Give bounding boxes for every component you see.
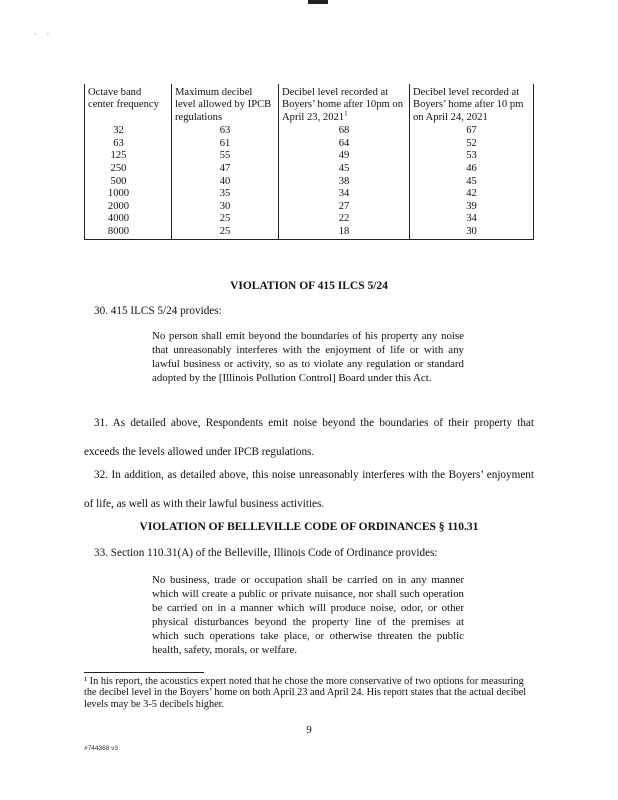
scan-mark xyxy=(308,0,328,4)
table-row xyxy=(85,188,534,201)
paragraph-32: 32. In addition, as detailed above, this noise unreasonably interferes with the Boyers’ enjoyment of life, as well as with their lawful business activities. xyxy=(84,469,534,510)
cell-april-23: 27 xyxy=(279,201,410,214)
paragraph-31: 31. As detailed above, Respondents emit noise beyond the boundaries of their property that exceeds the levels allowed under IPCB regulations. xyxy=(84,417,534,458)
table-row xyxy=(85,226,534,239)
cell-max-allowed: 47 xyxy=(172,163,279,176)
header-april-24: Decibel level recorded at Boyers’ home after 10 pm on April 24, 2021 xyxy=(410,84,534,125)
cell-april-23: 22 xyxy=(279,213,410,226)
table-row xyxy=(85,213,534,226)
decibel-table xyxy=(84,84,534,240)
cell-frequency: 125 xyxy=(85,150,172,163)
paragraph-30: 30. 415 ILCS 5/24 provides: xyxy=(94,305,222,317)
cell-frequency: 63 xyxy=(85,138,172,151)
cell-max-allowed: 55 xyxy=(172,150,279,163)
header-frequency: Octave band center frequency xyxy=(85,84,172,125)
footnote-1: ¹ In his report, the acoustics expert noted that he chose the more conservative of two options for measuring the decibel level in the Boyers’ home on both April 23 and April 24. His report states that the actual decibel levels may be 3-5 decibels higher. xyxy=(84,676,527,710)
cell-april-23: 34 xyxy=(279,188,410,201)
footnote-marker: 1 xyxy=(344,109,348,118)
table-row xyxy=(85,176,534,189)
cell-max-allowed: 35 xyxy=(172,188,279,201)
section-heading-415-ilcs: VIOLATION OF 415 ILCS 5/24 xyxy=(230,280,388,292)
cell-april-24: 42 xyxy=(410,188,534,201)
cell-frequency: 500 xyxy=(85,176,172,189)
cell-april-24: 45 xyxy=(410,176,534,189)
cell-max-allowed: 30 xyxy=(172,201,279,214)
table-row xyxy=(85,125,534,138)
cell-april-24: 30 xyxy=(410,226,534,239)
cell-april-24: 52 xyxy=(410,138,534,151)
cell-april-24: 67 xyxy=(410,125,534,138)
footnote-divider xyxy=(84,672,204,673)
header-april-23 xyxy=(279,84,410,125)
cell-frequency: 250 xyxy=(85,163,172,176)
cell-april-23: 49 xyxy=(279,150,410,163)
block-quote-belleville: No business, trade or occupation shall be carried on in any manner which will create a public or private nuisance, nor shall such operation be carried on in a manner which will produce noise, odor, or other physical disturbances beyond the property line of the premises at which such operations take place, or otherwise threaten the public health, safety, morals, or welfare. xyxy=(152,574,464,656)
cell-april-24: 53 xyxy=(410,150,534,163)
cell-frequency: 4000 xyxy=(85,213,172,226)
paragraph-33: 33. Section 110.31(A) of the Belleville, Illinois Code of Ordinance provides: xyxy=(94,547,438,559)
cell-max-allowed: 61 xyxy=(172,138,279,151)
table-body xyxy=(85,125,534,239)
cell-frequency: 8000 xyxy=(85,226,172,239)
table-row xyxy=(85,163,534,176)
table-row xyxy=(85,150,534,163)
cell-april-23: 18 xyxy=(279,226,410,239)
block-quote-415-ilcs: No person shall emit beyond the boundaries of his property any noise that unreasonably interferes with the enjoyment of life or with any lawful business or activity, so as to violate any regulation or standard adopted by the [Illinois Pollution Control] Board under this Act. xyxy=(152,330,464,384)
cell-april-23: 45 xyxy=(279,163,410,176)
cell-april-23: 68 xyxy=(279,125,410,138)
header-april-23-text: Decibel level recorded at Boyers’ home after 10pm on April 23, 2021 xyxy=(282,87,404,123)
cell-april-24: 39 xyxy=(410,201,534,214)
cell-april-23: 64 xyxy=(279,138,410,151)
header-max-allowed: Maximum decibel level allowed by IPCB regulations xyxy=(172,84,279,125)
section-heading-belleville: VIOLATION OF BELLEVILLE CODE OF ORDINANCES § 110.31 xyxy=(139,521,479,533)
cell-max-allowed: 40 xyxy=(172,176,279,189)
cell-april-24: 46 xyxy=(410,163,534,176)
scan-specks: · · xyxy=(34,30,54,39)
cell-max-allowed: 25 xyxy=(172,213,279,226)
cell-april-24: 34 xyxy=(410,213,534,226)
page-number: 9 xyxy=(306,724,312,736)
table-row xyxy=(85,138,534,151)
cell-frequency: 32 xyxy=(85,125,172,138)
cell-frequency: 2000 xyxy=(85,201,172,214)
table-header-row xyxy=(85,84,534,125)
cell-april-23: 38 xyxy=(279,176,410,189)
cell-max-allowed: 25 xyxy=(172,226,279,239)
table-row xyxy=(85,201,534,214)
cell-frequency: 1000 xyxy=(85,188,172,201)
document-id: #744368 v3 xyxy=(84,745,118,752)
cell-max-allowed: 63 xyxy=(172,125,279,138)
